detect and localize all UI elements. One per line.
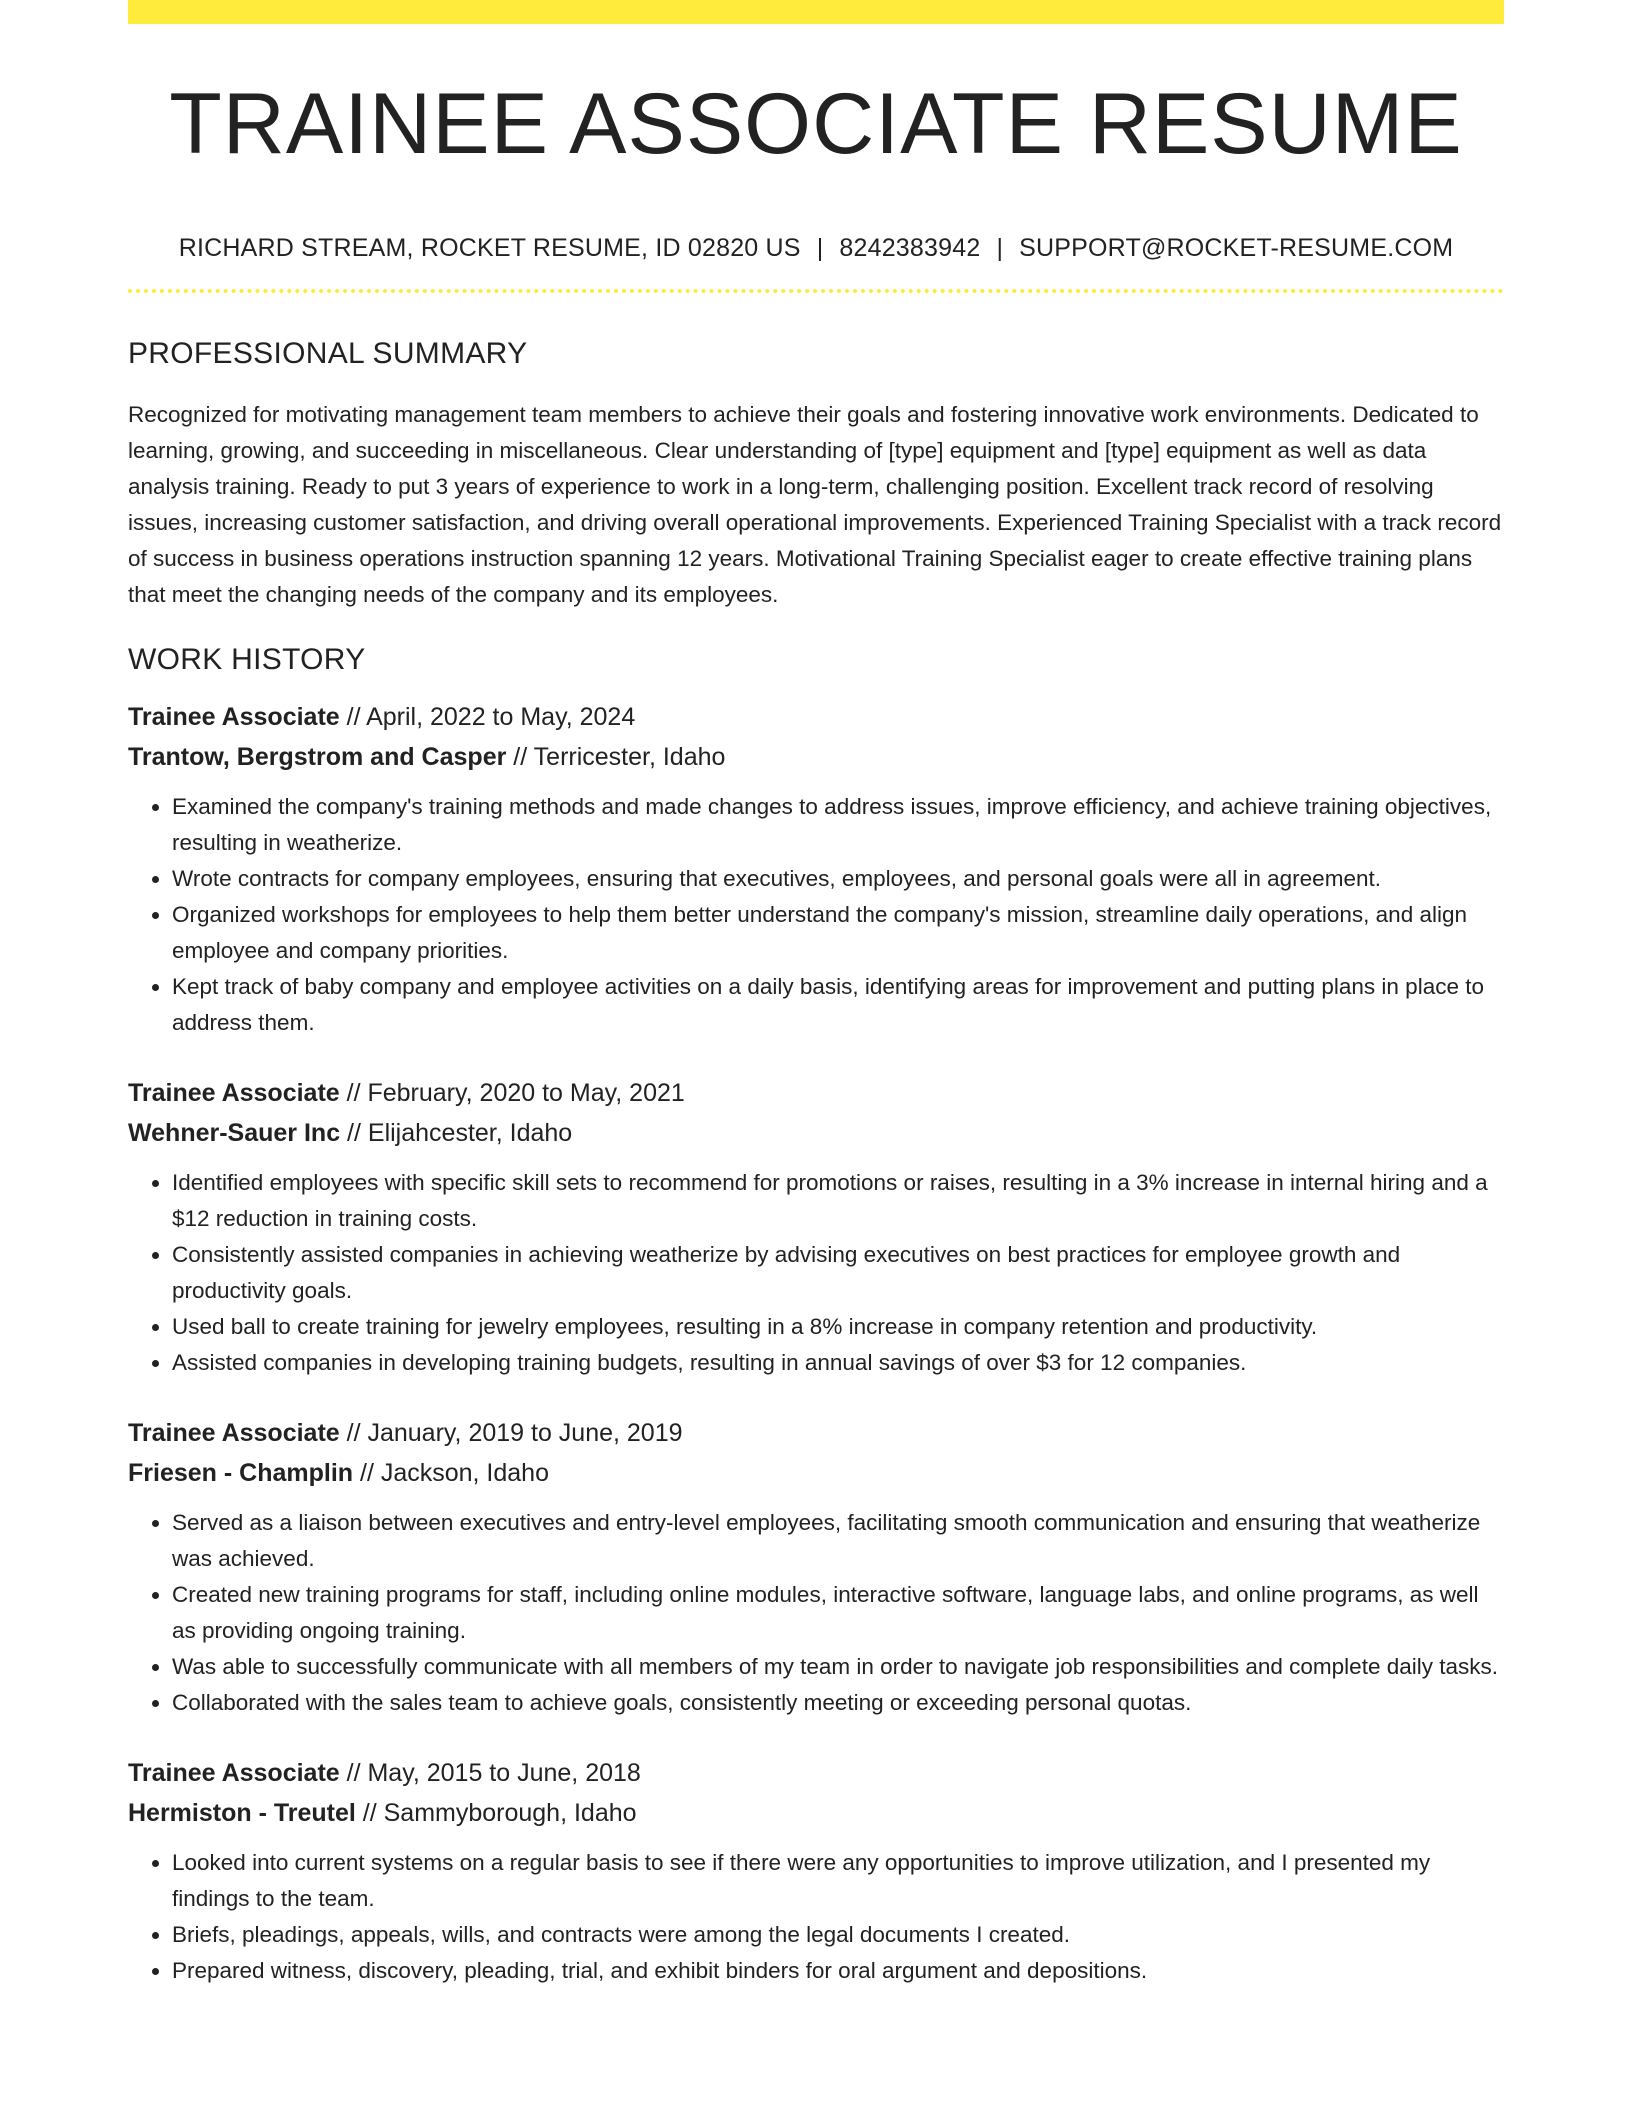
job-dates: // January, 2019 to June, 2019: [339, 1419, 683, 1447]
job-bullet: • Kept track of baby company and employee activities on a daily basis, identifying areas for improvement and putting plans in place to address them.: [172, 969, 1504, 1041]
job-entry: [128, 1753, 1504, 1989]
job-bullet: • Examined the company's training methods and made changes to address issues, improve efficiency, and achieve training objectives, resulting in weatherize.: [172, 789, 1504, 861]
job-entry: [128, 1073, 1504, 1381]
job-location: // Terricester, Idaho: [506, 743, 726, 771]
top-accent-bar: [128, 0, 1504, 24]
job-location: // Jackson, Idaho: [353, 1459, 549, 1487]
job-bullet: • Organized workshops for employees to help them better understand the company's mission, streamline daily operations, and align employee and company priorities.: [172, 897, 1504, 969]
job-bullet: • Created new training programs for staff, including online modules, interactive software, language labs, and online programs, as well as providing ongoing training.: [172, 1577, 1504, 1649]
contact-email: SUPPORT@ROCKET-RESUME.COM: [1019, 234, 1454, 262]
job-bullet: • Briefs, pleadings, appeals, wills, and contracts were among the legal documents I created.: [172, 1917, 1504, 1953]
job-bullet: • Consistently assisted companies in achieving weatherize by advising executives on best practices for employee growth and productivity goals.: [172, 1237, 1504, 1309]
contact-address: RICHARD STREAM, ROCKET RESUME, ID 02820 US: [178, 234, 801, 262]
contact-phone: 8242383942: [839, 234, 981, 262]
summary-text: Recognized for motivating management team members to achieve their goals and fostering innovative work environments. Dedicated to learning, growing, and succeeding in miscellaneous. Clear understanding of [type] equipment and [type] equipment as well as data analysis training. Ready to put 3 years of experience to work in a long-term, challenging position. Excellent track record of resolving issues, increasing customer satisfaction, and driving overall operational improvements. Experienced Training Specialist with a track record of success in business operations instruction spanning 12 years. Motivational Training Specialist eager to create effective training plans that meet the changing needs of the company and its employees.: [128, 402, 1502, 607]
job-company: Wehner-Sauer Inc: [128, 1119, 341, 1147]
job-company-line: [128, 1453, 1504, 1493]
job-title: Trainee Associate: [128, 703, 340, 731]
job-title: Trainee Associate: [128, 1759, 340, 1787]
summary-heading: PROFESSIONAL SUMMARY: [128, 337, 528, 370]
job-title: Trainee Associate: [128, 1419, 340, 1447]
job-bullet: • Identified employees with specific skill sets to recommend for promotions or raises, resulting in a 3% increase in internal hiring and a $12 reduction in training costs.: [172, 1165, 1504, 1237]
job-bullets: [128, 1845, 1504, 1989]
contact-line: [128, 233, 1504, 263]
job-dates: // May, 2015 to June, 2018: [339, 1759, 641, 1787]
job-bullets: [128, 789, 1504, 1041]
contact-separator: |: [816, 234, 824, 262]
job-title: Trainee Associate: [128, 1079, 340, 1107]
work-history-heading: WORK HISTORY: [128, 643, 366, 676]
job-company-line: [128, 1793, 1504, 1833]
job-company: Hermiston - Treutel: [128, 1799, 356, 1827]
job-entry: [128, 697, 1504, 1041]
contact-separator: |: [996, 234, 1004, 262]
job-bullets: [128, 1505, 1504, 1721]
job-location: // Elijahcester, Idaho: [340, 1119, 573, 1147]
job-company: Friesen - Champlin: [128, 1459, 354, 1487]
job-title-line: [128, 1413, 1504, 1453]
job-bullet: • Was able to successfully communicate with all members of my team in order to navigate job responsibilities and complete daily tasks.: [172, 1649, 1504, 1685]
job-bullet: • Prepared witness, discovery, pleading, trial, and exhibit binders for oral argument and depositions.: [172, 1953, 1504, 1989]
job-bullet: • Collaborated with the sales team to achieve goals, consistently meeting or exceeding personal quotas.: [172, 1685, 1504, 1721]
job-bullet: • Wrote contracts for company employees, ensuring that executives, employees, and personal goals were all in agreement.: [172, 861, 1504, 897]
job-company-line: [128, 1113, 1504, 1153]
job-bullet: • Looked into current systems on a regular basis to see if there were any opportunities to improve utilization, and I presented my findings to the team.: [172, 1845, 1504, 1917]
job-title-line: [128, 697, 1504, 737]
page-title: TRAINEE ASSOCIATE RESUME: [169, 76, 1463, 172]
job-title-line: [128, 1753, 1504, 1793]
header-divider: [128, 289, 1504, 293]
job-list: [128, 697, 1504, 1989]
job-bullet: • Assisted companies in developing training budgets, resulting in annual savings of over $3 for 12 companies.: [172, 1345, 1504, 1381]
job-dates: // February, 2020 to May, 2021: [339, 1079, 685, 1107]
job-bullet: • Used ball to create training for jewelry employees, resulting in a 8% increase in company retention and productivity.: [172, 1309, 1504, 1345]
job-title-line: [128, 1073, 1504, 1113]
job-bullets: [128, 1165, 1504, 1381]
job-company: Trantow, Bergstrom and Casper: [128, 743, 507, 771]
job-entry: [128, 1413, 1504, 1721]
job-bullet: • Served as a liaison between executives and entry-level employees, facilitating smooth communication and ensuring that weatherize was achieved.: [172, 1505, 1504, 1577]
job-location: // Sammyborough, Idaho: [355, 1799, 637, 1827]
job-company-line: [128, 737, 1504, 777]
job-dates: // April, 2022 to May, 2024: [339, 703, 636, 731]
resume-page: [128, 0, 1504, 1989]
